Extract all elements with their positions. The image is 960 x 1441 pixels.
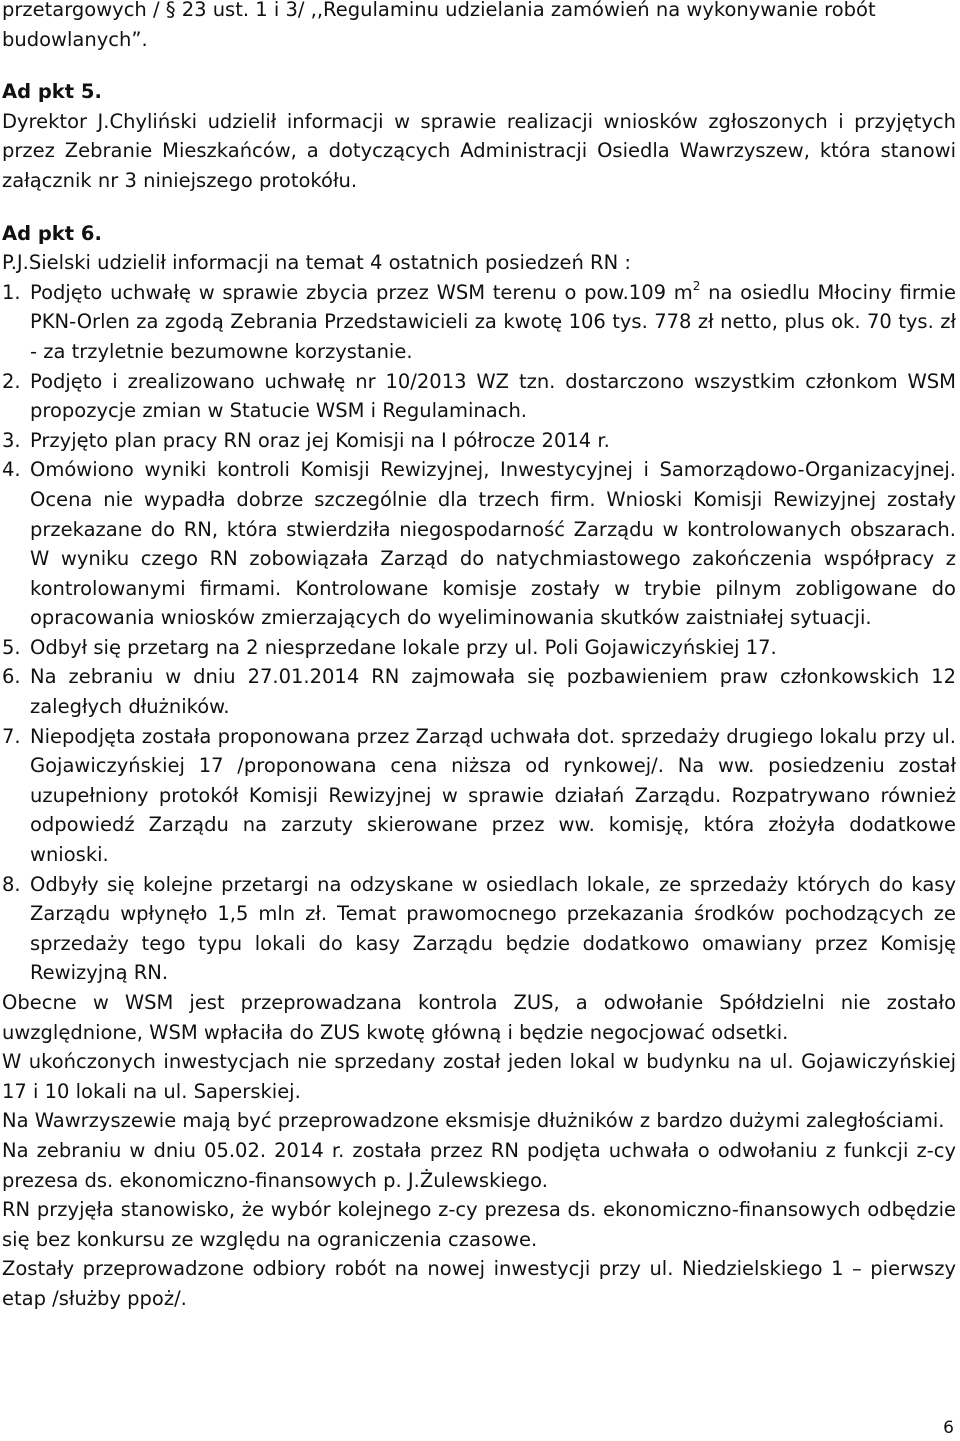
paragraph-dismissal: Na zebraniu w dniu 05.02. 2014 r. została przez RN podjęta uchwała o odwołaniu z funkcji z-cy prezesa ds. ekonomiczno-finansowych p. J.Żulewskiego. xyxy=(2,1138,956,1192)
list-item xyxy=(2,722,956,870)
list-item-text: Odbył się przetarg na 2 niesprzedane lokale przy ul. Poli Gojawiczyńskiej 17. xyxy=(30,635,777,659)
list-item xyxy=(2,870,956,988)
list-item-number: 7. xyxy=(2,724,21,748)
list-item-text: Przyjęto plan pracy RN oraz jej Komisji na I półrocze 2014 r. xyxy=(30,428,610,452)
spacer xyxy=(2,196,956,219)
section-body-pkt5: Dyrektor J.Chyliński udzielił informacji w sprawie realizacji wniosków zgłoszonych i przyjętych przez Zebranie Mieszkańców, a dotyczących Administracji Osiedla Wawrzyszew, która stanowi załącznik nr 3 niniejszego protokółu. xyxy=(2,109,956,192)
list-item-number: 3. xyxy=(2,428,21,452)
list-item xyxy=(2,278,956,367)
list-item-number: 1. xyxy=(2,280,21,304)
page-number: 6 xyxy=(943,1418,954,1438)
list-item-text: Na zebraniu w dniu 27.01.2014 RN zajmowała się pozbawieniem praw członkowskich 12 zaległych dłużników. xyxy=(30,665,956,719)
list-item-text: Odbyły się kolejne przetargi na odzyskane w osiedlach lokale, ze sprzedaży których do kasy Zarządu wpłynęło 1,5 mln zł. Temat prawomocnego przekazania środków pochodzących ze sprzedaży tego typu lokali do kasy Zarządu będzie dodatkowo omawiany przez Komisję Rewizyjną RN. xyxy=(30,872,956,985)
rn-meetings-list xyxy=(2,278,956,988)
list-item xyxy=(2,367,956,426)
document-page xyxy=(2,0,956,1314)
list-item xyxy=(2,662,956,721)
spacer xyxy=(2,54,956,77)
paragraph-zus: Obecne w WSM jest przeprowadzana kontrola ZUS, a odwołanie Spółdzielni nie zostało uwzględnione, WSM wpłaciła do ZUS kwotę główną i będzie negocjować odsetki. xyxy=(2,991,956,1044)
list-item xyxy=(2,633,956,663)
paragraph-evictions: Na Wawrzyszewie mają być przeprowadzone eksmisje dłużników z bardzo dużymi zaległościami. xyxy=(2,1109,945,1133)
paragraph-acceptance: Zostały przeprowadzone odbiory robót na nowej inwestycji przy ul. Niedzielskiego 1 – pierwszy etap /służby ppoż/. xyxy=(2,1257,956,1310)
list-item-text: Niepodjęta została proponowana przez Zarząd uchwała dot. sprzedaży drugiego lokalu przy ul. Gojawiczyńskiej 17 /proponowana cena niższa od rynkowej/. Na ww. posiedzeniu został uzupełniony protokół Komisji Rewizyjnej w sprawie działań Zarządu. Rozpatrywano również odpowiedź Zarządu na zarzuty skierowane przez ww. komisję, która złożyła dodatkowe wnioski. xyxy=(30,724,956,867)
list-item-text: Omówiono wyniki kontroli Komisji Rewizyjnej, Inwestycyjnej i Samorządowo-Organizacyjnej. Ocena nie wypadła dobrze szczególnie dla trzech firm. Wnioski Komisji Rewizyjnej zostały przekazane do RN, która stwierdziła niegospodarność Zarządu w kontrolowanych obszarach. W wyniku czego RN zobowiązała Zarząd do natychmiastowego zakończenia współpracy z kontrolowanymi firmami. Kontrolowane komisje zostały w trybie pilnym zobligowane do opracowania wniosków zmierzających do wyeliminowania skutków zaistniałej sytuacji. xyxy=(30,458,956,630)
paragraph-vice-president: RN przyjęła stanowisko, że wybór kolejnego z-cy prezesa ds. ekonomiczno-finansowych odbędzie się bez konkursu ze względu na ograniczenia czasowe. xyxy=(2,1198,956,1251)
section-heading-pkt5: Ad pkt 5. xyxy=(2,80,102,104)
list-item-number: 4. xyxy=(2,458,21,482)
list-item-text: na osiedlu Młociny firmie PKN-Orlen za zgodą Zebrania Przedstawicieli za kwotę 106 tys. 778 zł netto, plus ok. 70 tys. zł - za trzyletnie bezumowne korzystanie. xyxy=(30,280,956,363)
list-item-text: Podjęto uchwałę w sprawie zbycia przez WSM terenu o pow.109 m xyxy=(30,280,693,304)
paragraph-unsold-units: W ukończonych inwestycjach nie sprzedany został jeden lokal w budynku na ul. Gojawiczyńskiej 17 i 10 lokali na ul. Saperskiej. xyxy=(2,1050,956,1103)
section-intro-pkt6: P.J.Sielski udzielił informacji na temat 4 ostatnich posiedzeń RN : xyxy=(2,251,631,275)
list-item-text: Podjęto i zrealizowano uchwałę nr 10/2013 WZ tzn. dostarczono wszystkim członkom WSM propozycje zmian w Statucie WSM i Regulaminach. xyxy=(30,369,956,423)
continuation-text: przetargowych / § 23 ust. 1 i 3/ ,,Regulaminu udzielania zamówień na wykonywanie robót budowlanych”. xyxy=(2,0,876,51)
list-item-number: 2. xyxy=(2,369,21,393)
list-item xyxy=(2,426,956,456)
list-item xyxy=(2,455,956,633)
list-item-number: 6. xyxy=(2,665,21,689)
section-heading-pkt6: Ad pkt 6. xyxy=(2,221,102,245)
superscript: 2 xyxy=(692,278,701,293)
list-item-number: 5. xyxy=(2,635,21,659)
list-item-number: 8. xyxy=(2,872,21,896)
